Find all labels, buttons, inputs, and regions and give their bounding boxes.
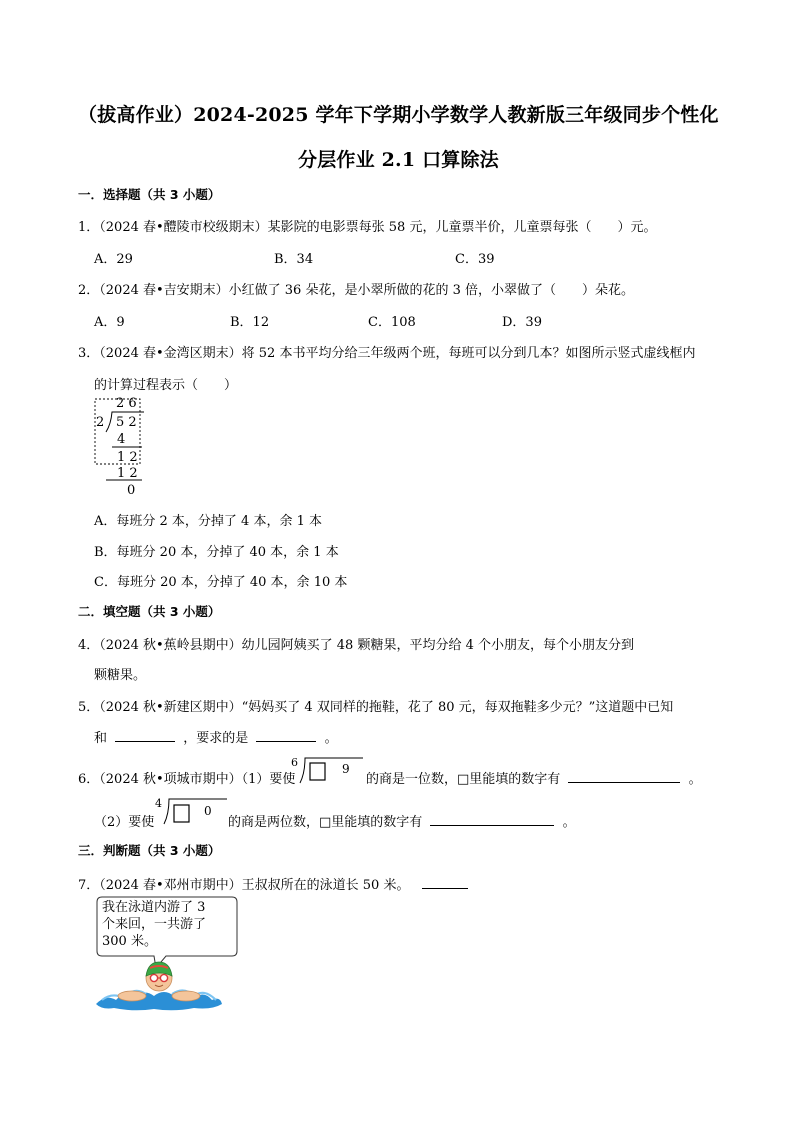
division-step-1: 4 — [117, 432, 126, 447]
question-5-blank-2[interactable] — [256, 729, 316, 742]
question-6-part1-division — [290, 756, 364, 784]
question-6-part2-blank[interactable] — [430, 813, 554, 826]
division-bracket-icon — [290, 756, 364, 784]
question-2-option-d: D．39 — [502, 315, 542, 330]
question-6-part2-divisor: 4 — [155, 797, 162, 810]
division-remainder: 0 — [127, 483, 136, 498]
question-3-option-c: C．每班分 20 本，分掉了 40 本，余 10 本 — [94, 575, 348, 590]
question-1-text: 1．（2024 春•醴陵市校级期末）某影院的电影票每张 58 元，儿童票半价，儿童票每张（ ）元。 — [78, 220, 657, 235]
question-2-option-a: A．9 — [94, 315, 125, 330]
speech-bubble-line-1: 我在泳道内游了 3 — [102, 900, 206, 915]
swimmer-illustration — [94, 956, 224, 1012]
speech-bubble-line-3: 300 米。 — [102, 934, 157, 949]
question-6-part1-tail-digit: 9 — [342, 762, 350, 776]
question-1-option-c: C．39 — [455, 252, 495, 267]
question-3-text-line2: 的计算过程表示（ ） — [94, 378, 238, 393]
question-2-text: 2．（2024 春•吉安期末）小红做了 36 朵花，是小翠所做的花的 3 倍，小翠做了（ ）朵花。 — [78, 283, 634, 298]
question-5-end: 。 — [324, 731, 338, 746]
question-2-option-b: B．12 — [230, 315, 270, 330]
question-6-part2-lead: （2）要使 — [94, 815, 155, 830]
question-6-part1-divisor: 6 — [291, 756, 298, 769]
section-heading-fill: 二．填空题（共 3 小题） — [78, 604, 221, 619]
question-6-part1-end: 。 — [688, 772, 702, 787]
division-divisor: 2 — [96, 415, 105, 430]
question-4-text-line1: 4．（2024 秋•蕉岭县期中）幼儿园阿姨买了 48 颗糖果，平均分给 4 个小朋友，每个小朋友分到 — [78, 638, 634, 653]
page-title-line2: 分层作业 2.1 口算除法 — [298, 149, 499, 171]
page-title-line1: （拔高作业）2024-2025 学年下学期小学数学人教新版三年级同步个性化 — [78, 104, 719, 126]
question-4-text-line2: 颗糖果。 — [94, 668, 147, 683]
speech-bubble-line-2: 个来回，一共游了 — [102, 917, 207, 932]
question-7-statement: 7．（2024 春•邓州市期中）王叔叔所在的泳道长 50 米。 — [78, 878, 410, 893]
question-6-part1-blank[interactable] — [568, 770, 680, 783]
question-6-part2-prompt: 的商是两位数，□里能填的数字有 — [228, 815, 423, 830]
speech-bubble-text — [102, 899, 206, 950]
division-step-2: 1 2 — [117, 450, 138, 465]
division-step-3: 1 2 — [117, 466, 138, 481]
question-3-option-a: A．每班分 2 本，分掉了 4 本，余 1 本 — [94, 514, 322, 529]
question-6-part2-end: 。 — [562, 815, 576, 830]
division-dividend: 5 2 — [116, 415, 137, 430]
question-6-part1-lead: 6．（2024 秋•项城市期中）（1）要使 — [78, 772, 296, 787]
question-2-option-c: C．108 — [368, 315, 416, 330]
question-6-part2-division — [154, 797, 228, 825]
swimmer-icon — [94, 956, 224, 1012]
question-6-part1-text — [366, 768, 702, 787]
question-5-and: 和 — [94, 731, 108, 746]
question-3-text-line1: 3．（2024 春•金湾区期末）将 52 本书平均分给三年级两个班，每班可以分到几本？如图所示竖式虚线框内 — [78, 346, 696, 361]
question-7-text — [78, 874, 468, 893]
question-5-ask: ，要求的是 — [183, 731, 249, 746]
long-division-figure — [92, 396, 152, 500]
long-division-lines — [92, 396, 152, 500]
question-6-part2-text — [228, 811, 576, 830]
question-6-part1-prompt: 的商是一位数，□里能填的数字有 — [366, 772, 561, 787]
division-quotient: 2 6 — [116, 396, 137, 411]
question-1-option-b: B．34 — [274, 252, 314, 267]
section-heading-choice: 一．选择题（共 3 小题） — [78, 187, 221, 202]
question-5-blank-1[interactable] — [115, 729, 175, 742]
section-heading-judge: 三．判断题（共 3 小题） — [78, 843, 221, 858]
question-5-text-line2 — [94, 727, 338, 746]
question-1-option-a: A．29 — [94, 252, 133, 267]
question-3-option-b: B．每班分 20 本，分掉了 40 本，余 1 本 — [94, 545, 339, 560]
question-7-blank[interactable] — [422, 876, 468, 889]
question-6-part2-tail-digit: 0 — [204, 804, 212, 818]
speech-bubble — [96, 896, 238, 958]
division-bracket-icon — [154, 797, 228, 825]
question-5-text-line1: 5．（2024 秋•新建区期中）“妈妈买了 4 双同样的拖鞋，花了 80 元，每双拖鞋多少元？”这道题中已知 — [78, 700, 674, 715]
